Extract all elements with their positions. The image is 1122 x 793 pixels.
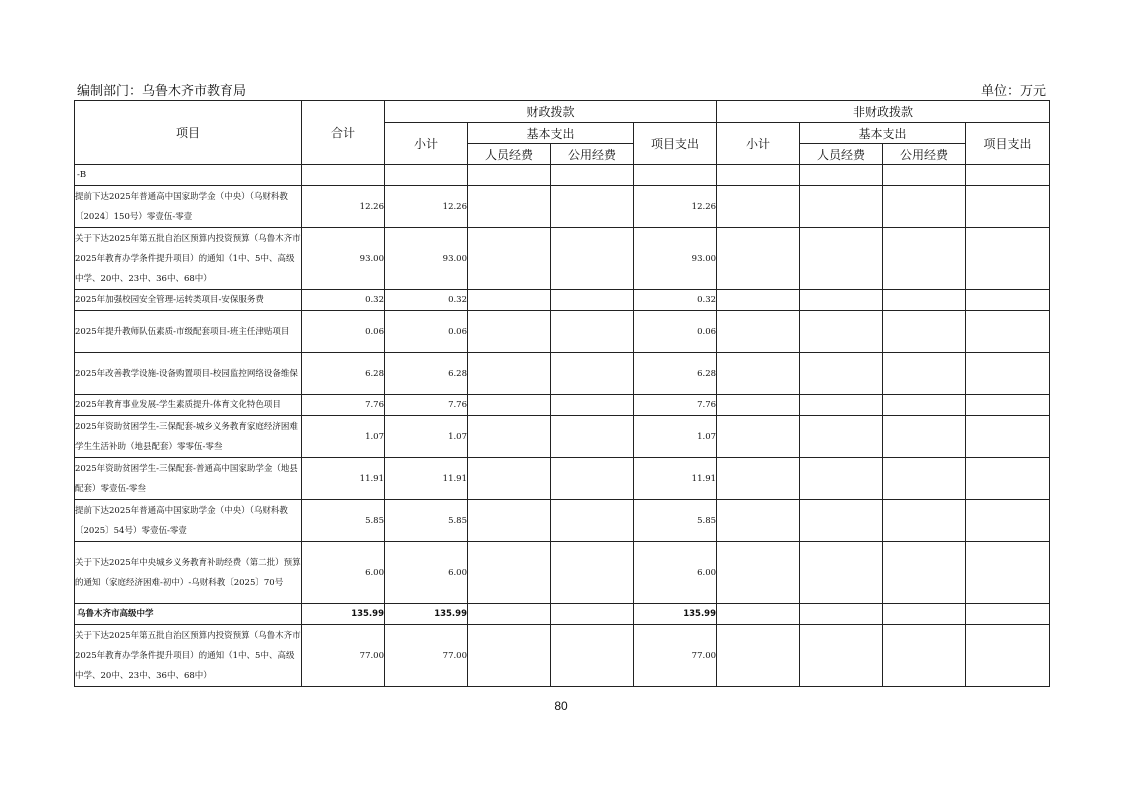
row-fiscal-public <box>551 416 634 458</box>
row-nonfiscal-personnel <box>800 542 883 604</box>
row-fiscal-public <box>551 228 634 290</box>
budget-table <box>74 100 1050 687</box>
row-nonfiscal-public <box>883 625 966 687</box>
row-nonfiscal-public <box>883 186 966 228</box>
row-fiscal-personnel <box>468 165 551 186</box>
table-row <box>75 604 1050 625</box>
row-fiscal-project: 0.32 <box>634 290 717 311</box>
row-nonfiscal-personnel <box>800 311 883 353</box>
row-fiscal-personnel <box>468 395 551 416</box>
row-fiscal-public <box>551 500 634 542</box>
row-name: 关于下达2025年第五批自治区预算内投资预算（乌鲁木齐市2025年教育办学条件提升项目）的通知（1中、5中、高级中学、20中、23中、36中、68中） <box>75 228 302 290</box>
unit-label: 单位：万元 <box>980 84 1046 99</box>
row-nonfiscal-subtotal <box>717 395 800 416</box>
row-fiscal-personnel <box>468 353 551 395</box>
header-fiscal-subtotal: 小计 <box>385 123 468 165</box>
row-fiscal-project: 1.07 <box>634 416 717 458</box>
row-nonfiscal-public <box>883 228 966 290</box>
row-name: 乌鲁木齐市高级中学 <box>75 604 302 625</box>
table-row <box>75 500 1050 542</box>
row-nonfiscal-personnel <box>800 165 883 186</box>
page-number: 80 <box>554 699 568 713</box>
row-nonfiscal-subtotal <box>717 604 800 625</box>
row-nonfiscal-personnel <box>800 290 883 311</box>
row-fiscal-personnel <box>468 604 551 625</box>
department-label: 编制部门：乌鲁木齐市教育局 <box>77 84 247 99</box>
row-total: 6.28 <box>302 353 385 395</box>
row-nonfiscal-public <box>883 542 966 604</box>
row-fiscal-personnel <box>468 458 551 500</box>
row-fiscal-project: 5.85 <box>634 500 717 542</box>
row-nonfiscal-project <box>966 228 1050 290</box>
row-fiscal-project: 11.91 <box>634 458 717 500</box>
row-fiscal-subtotal <box>385 165 468 186</box>
row-nonfiscal-personnel <box>800 604 883 625</box>
row-fiscal-public <box>551 165 634 186</box>
row-nonfiscal-personnel <box>800 395 883 416</box>
row-nonfiscal-public <box>883 165 966 186</box>
row-fiscal-project: 7.76 <box>634 395 717 416</box>
row-nonfiscal-subtotal <box>717 500 800 542</box>
row-fiscal-personnel <box>468 625 551 687</box>
row-fiscal-subtotal: 135.99 <box>385 604 468 625</box>
row-name: 2025年提升教师队伍素质-市级配套项目-班主任津贴项目 <box>75 311 302 353</box>
row-nonfiscal-subtotal <box>717 186 800 228</box>
row-fiscal-personnel <box>468 500 551 542</box>
row-fiscal-personnel <box>468 186 551 228</box>
row-name: 关于下达2025年中央城乡义务教育补助经费（第二批）预算的通知（家庭经济困难-初中）-乌财科教〔2025〕70号 <box>75 542 302 604</box>
row-nonfiscal-personnel <box>800 458 883 500</box>
row-nonfiscal-personnel <box>800 353 883 395</box>
row-nonfiscal-subtotal <box>717 542 800 604</box>
row-nonfiscal-public <box>883 395 966 416</box>
row-fiscal-project: 0.06 <box>634 311 717 353</box>
table-row <box>75 542 1050 604</box>
row-fiscal-subtotal: 6.00 <box>385 542 468 604</box>
row-fiscal-subtotal: 5.85 <box>385 500 468 542</box>
row-nonfiscal-project <box>966 542 1050 604</box>
row-total: 135.99 <box>302 604 385 625</box>
row-fiscal-project: 77.00 <box>634 625 717 687</box>
row-nonfiscal-public <box>883 290 966 311</box>
row-nonfiscal-personnel <box>800 500 883 542</box>
row-total: 1.07 <box>302 416 385 458</box>
row-nonfiscal-subtotal <box>717 416 800 458</box>
row-fiscal-public <box>551 458 634 500</box>
row-total: 6.00 <box>302 542 385 604</box>
row-name: 2025年改善教学设施-设备购置项目-校园监控网络设备维保 <box>75 353 302 395</box>
row-fiscal-subtotal: 7.76 <box>385 395 468 416</box>
row-nonfiscal-subtotal <box>717 165 800 186</box>
row-fiscal-public <box>551 395 634 416</box>
table-row <box>75 416 1050 458</box>
row-nonfiscal-subtotal <box>717 228 800 290</box>
row-fiscal-personnel <box>468 228 551 290</box>
row-nonfiscal-project <box>966 500 1050 542</box>
row-fiscal-public <box>551 290 634 311</box>
row-fiscal-subtotal: 1.07 <box>385 416 468 458</box>
row-total: 93.00 <box>302 228 385 290</box>
row-total: 5.85 <box>302 500 385 542</box>
row-name: 提前下达2025年普通高中国家助学金（中央）（乌财科教〔2024〕150号）零壹伍-零壹 <box>75 186 302 228</box>
row-fiscal-public <box>551 625 634 687</box>
table-row <box>75 186 1050 228</box>
row-fiscal-project <box>634 165 717 186</box>
row-nonfiscal-project <box>966 416 1050 458</box>
row-nonfiscal-public <box>883 353 966 395</box>
row-fiscal-public <box>551 604 634 625</box>
row-nonfiscal-public <box>883 604 966 625</box>
row-fiscal-subtotal: 0.06 <box>385 311 468 353</box>
row-fiscal-project: 6.00 <box>634 542 717 604</box>
row-fiscal-project: 6.28 <box>634 353 717 395</box>
row-nonfiscal-project <box>966 458 1050 500</box>
row-fiscal-project: 135.99 <box>634 604 717 625</box>
row-nonfiscal-project <box>966 353 1050 395</box>
row-fiscal-subtotal: 6.28 <box>385 353 468 395</box>
row-nonfiscal-project <box>966 290 1050 311</box>
header-fiscal: 财政拨款 <box>385 101 717 123</box>
row-name: 提前下达2025年普通高中国家助学金（中央）（乌财科教〔2025〕54号）零壹伍-零壹 <box>75 500 302 542</box>
row-nonfiscal-public <box>883 500 966 542</box>
row-name: 关于下达2025年第五批自治区预算内投资预算（乌鲁木齐市2025年教育办学条件提升项目）的通知（1中、5中、高级中学、20中、23中、36中、68中） <box>75 625 302 687</box>
row-fiscal-personnel <box>468 416 551 458</box>
row-name: -B <box>75 165 302 186</box>
row-name: 2025年资助贫困学生-三保配套-城乡义务教育家庭经济困难学生生活补助（地县配套）零零伍-零叁 <box>75 416 302 458</box>
row-fiscal-subtotal: 93.00 <box>385 228 468 290</box>
row-nonfiscal-public <box>883 416 966 458</box>
header-nonfiscal: 非财政拨款 <box>717 101 1050 123</box>
header-fiscal-project: 项目支出 <box>634 123 717 165</box>
row-total: 11.91 <box>302 458 385 500</box>
table-row <box>75 625 1050 687</box>
row-fiscal-public <box>551 186 634 228</box>
row-name: 2025年资助贫困学生-三保配套-普通高中国家助学金（地县配套）零壹伍-零叁 <box>75 458 302 500</box>
table-row <box>75 228 1050 290</box>
table-row <box>75 165 1050 186</box>
header-fiscal-personnel: 人员经费 <box>468 144 551 165</box>
row-fiscal-subtotal: 11.91 <box>385 458 468 500</box>
row-fiscal-subtotal: 77.00 <box>385 625 468 687</box>
row-nonfiscal-personnel <box>800 625 883 687</box>
row-fiscal-project: 12.26 <box>634 186 717 228</box>
header-nonfiscal-personnel: 人员经费 <box>800 144 883 165</box>
table-row <box>75 458 1050 500</box>
row-nonfiscal-project <box>966 625 1050 687</box>
row-fiscal-subtotal: 0.32 <box>385 290 468 311</box>
header-nonfiscal-public: 公用经费 <box>883 144 966 165</box>
row-name: 2025年教育事业发展-学生素质提升-体育文化特色项目 <box>75 395 302 416</box>
row-nonfiscal-personnel <box>800 228 883 290</box>
row-total <box>302 165 385 186</box>
row-nonfiscal-public <box>883 458 966 500</box>
header-total: 合计 <box>302 101 385 165</box>
header-item: 项目 <box>75 101 302 165</box>
header-fiscal-public: 公用经费 <box>551 144 634 165</box>
row-nonfiscal-subtotal <box>717 311 800 353</box>
row-total: 0.32 <box>302 290 385 311</box>
row-nonfiscal-project <box>966 165 1050 186</box>
row-nonfiscal-subtotal <box>717 290 800 311</box>
row-nonfiscal-subtotal <box>717 353 800 395</box>
row-fiscal-public <box>551 353 634 395</box>
table-body <box>75 165 1050 687</box>
header-fiscal-basic: 基本支出 <box>468 123 634 144</box>
row-nonfiscal-personnel <box>800 186 883 228</box>
row-nonfiscal-personnel <box>800 416 883 458</box>
row-fiscal-personnel <box>468 311 551 353</box>
row-fiscal-subtotal: 12.26 <box>385 186 468 228</box>
row-fiscal-public <box>551 311 634 353</box>
row-total: 0.06 <box>302 311 385 353</box>
row-nonfiscal-project <box>966 604 1050 625</box>
header-nonfiscal-project: 项目支出 <box>966 123 1050 165</box>
table-row <box>75 395 1050 416</box>
row-total: 7.76 <box>302 395 385 416</box>
table-row <box>75 353 1050 395</box>
row-nonfiscal-subtotal <box>717 458 800 500</box>
row-nonfiscal-project <box>966 395 1050 416</box>
row-total: 77.00 <box>302 625 385 687</box>
row-nonfiscal-subtotal <box>717 625 800 687</box>
table-row <box>75 290 1050 311</box>
row-nonfiscal-project <box>966 311 1050 353</box>
row-fiscal-personnel <box>468 542 551 604</box>
row-total: 12.26 <box>302 186 385 228</box>
row-name: 2025年加强校园安全管理-运转类项目-安保服务费 <box>75 290 302 311</box>
row-fiscal-public <box>551 542 634 604</box>
row-nonfiscal-project <box>966 186 1050 228</box>
row-fiscal-project: 93.00 <box>634 228 717 290</box>
row-nonfiscal-public <box>883 311 966 353</box>
header-nonfiscal-subtotal: 小计 <box>717 123 800 165</box>
header-nonfiscal-basic: 基本支出 <box>800 123 966 144</box>
table-row <box>75 311 1050 353</box>
row-fiscal-personnel <box>468 290 551 311</box>
